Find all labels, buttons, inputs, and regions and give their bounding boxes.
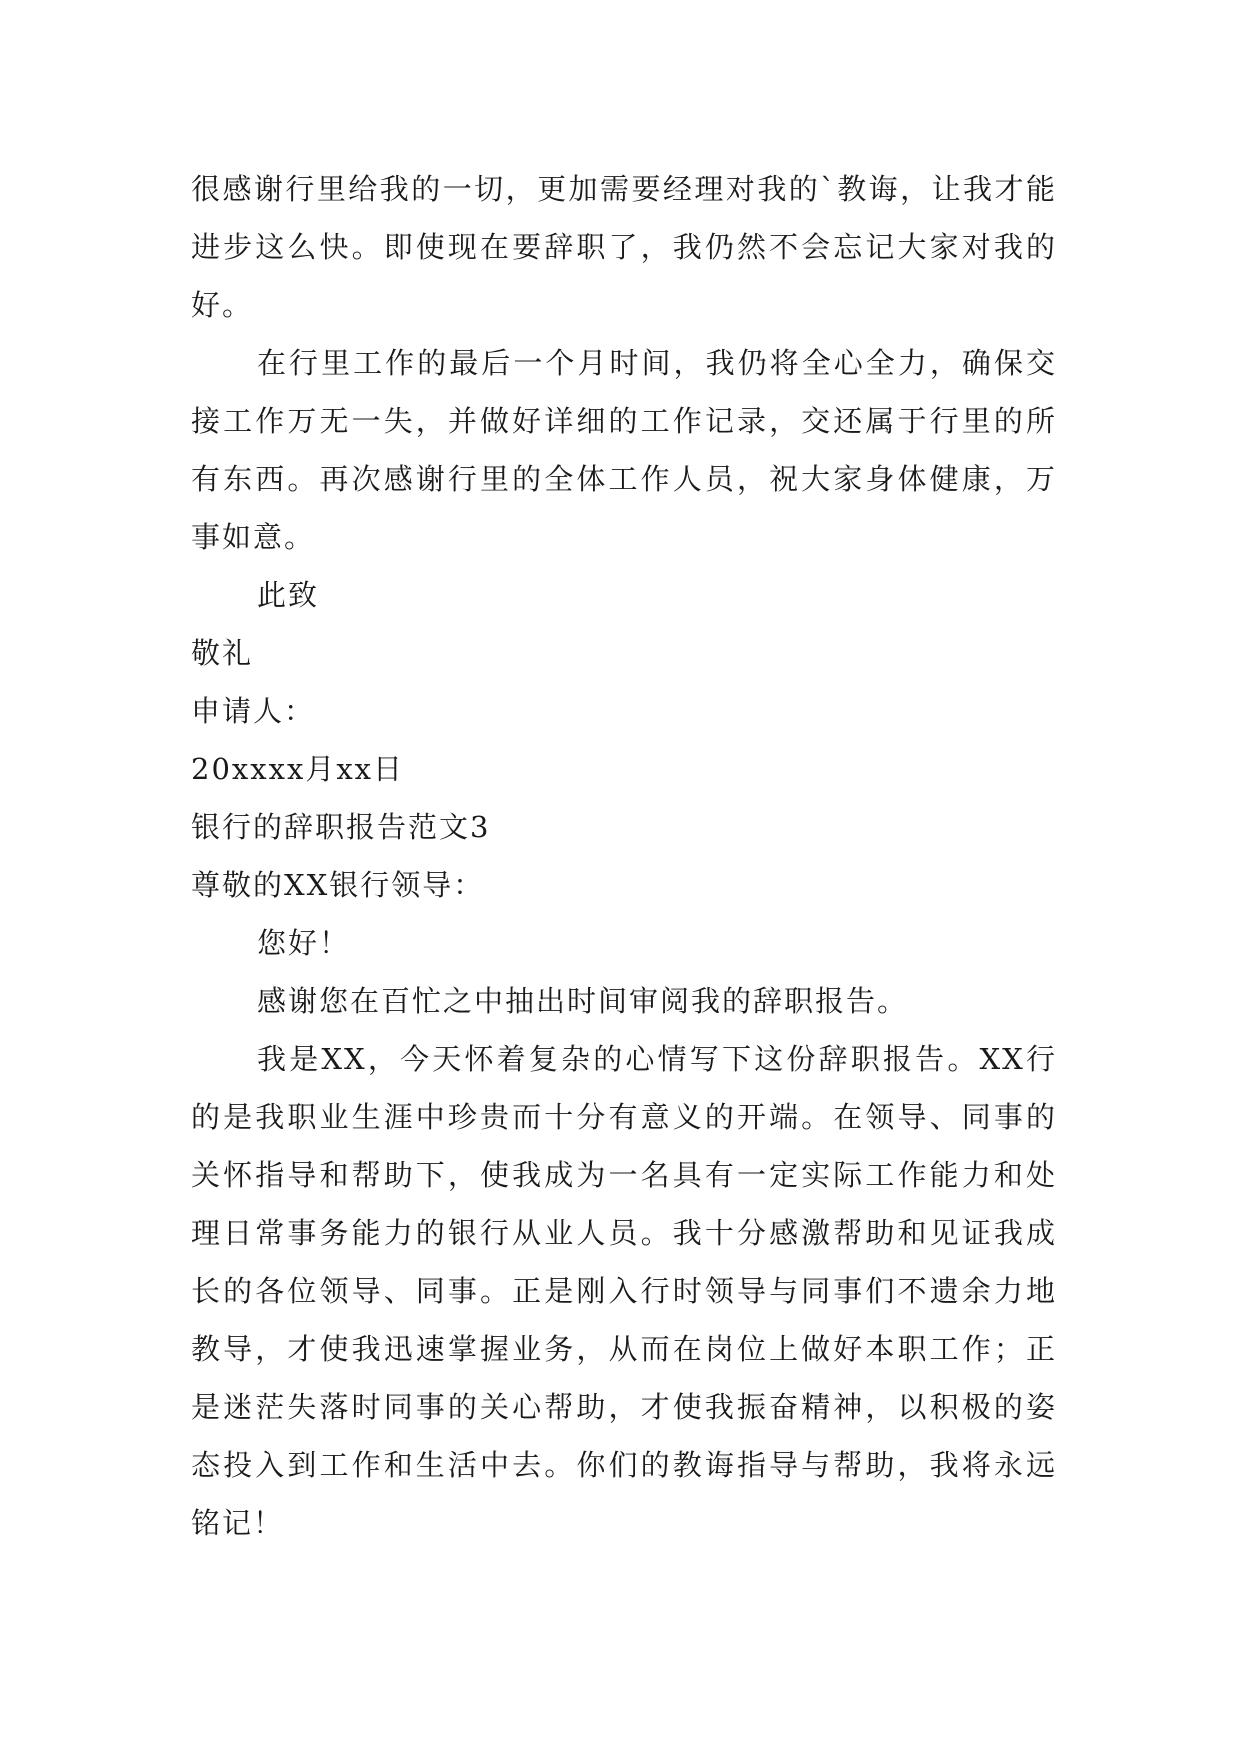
paragraph-gratitude-closing: 很感谢行里给我的一切，更加需要经理对我的`教诲，让我才能进步这么快。即使现在要辞职了，我仍然不会忘记大家对我的好。 [191, 172, 1057, 322]
paragraph-handover: 在行里工作的最后一个月时间，我仍将全心全力，确保交接工作万无一失，并做好详细的工作记录，交还属于行里的所有东西。再次感谢行里的全体工作人员，祝大家身体健康，万事如意。 [191, 346, 1057, 554]
salutation-cizhi: 此致 [257, 578, 320, 612]
date-line: 20xxxx月xx日 [191, 752, 405, 786]
salutation-jingli: 敬礼 [191, 636, 254, 670]
letter-greeting: 尊敬的XX银行领导： [191, 868, 485, 902]
paragraph-thanks-review: 感谢您在百忙之中抽出时间审阅我的辞职报告。 [257, 984, 909, 1018]
paragraph-main-body: 我是XX，今天怀着复杂的心情写下这份辞职报告。XX行的是我职业生涯中珍贵而十分有意义的开端。在领导、同事的关怀指导和帮助下，使我成为一名具有一定实际工作能力和处理日常事务能力的银行从业人员。我十分感激帮助和见证我成长的各位领导、同事。正是刚入行时领导与同事们不遗余力地教导，才使我迅速掌握业务，从而在岗位上做好本职工作；正是迷茫失落时同事的关心帮助，才使我振奋精神，以积极的姿态投入到工作和生活中去。你们的教诲指导与帮助，我将永远铭记！ [191, 1042, 1057, 1540]
applicant-label: 申请人： [191, 694, 316, 728]
document-body [191, 160, 1057, 1552]
section-title: 银行的辞职报告范文3 [191, 810, 491, 844]
greeting-hello: 您好！ [257, 926, 351, 960]
